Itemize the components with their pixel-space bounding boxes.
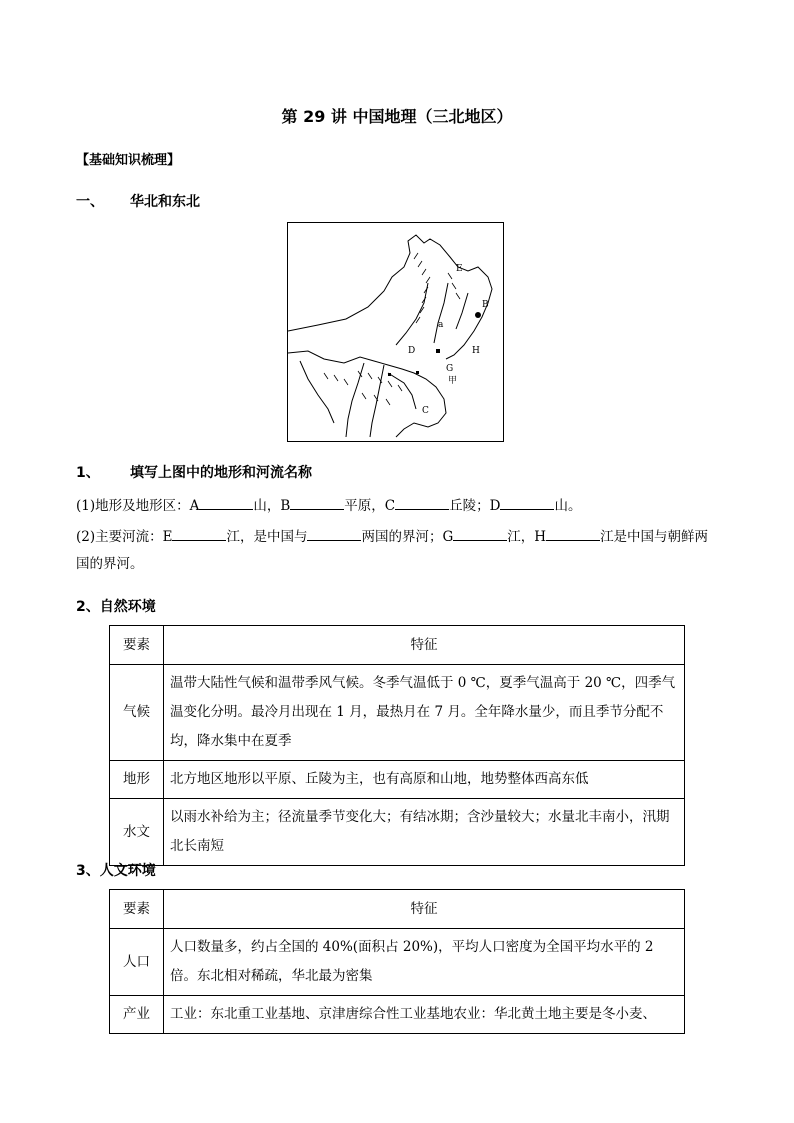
map-label-d: D — [408, 346, 416, 356]
table-header-row — [110, 626, 685, 665]
blank-e-countries[interactable] — [307, 526, 361, 541]
q1-line1-s4: 山。 — [554, 498, 582, 514]
q1-line1-s3: 丘陵；D — [449, 498, 501, 514]
q1-heading — [76, 462, 312, 482]
map-label-g: G — [446, 364, 454, 374]
row-value: 北方地区地形以平原、丘陵为主，也有高原和山地，地势整体西高东低 — [164, 761, 685, 799]
q1-title: 填写上图中的地形和河流名称 — [130, 465, 312, 481]
row-key: 水文 — [110, 799, 164, 866]
q1-number: 1、 — [76, 465, 100, 481]
table-header-row — [110, 890, 685, 929]
map-label-jia: 甲 — [448, 376, 458, 386]
row-value: 温带大陆性气候和温带季风气候。冬季气温低于 0 ℃，夏季气温高于 20 ℃，四季气温变化分明。最冷月出现在 1 月，最热月在 7 月。全年降水量少，而且季节分配不均，降水集中在夏季 — [164, 665, 685, 761]
blank-d[interactable] — [500, 495, 554, 510]
row-key: 人口 — [110, 929, 164, 996]
header-key: 要素 — [110, 890, 164, 929]
map-label-c: C — [422, 406, 429, 416]
table-row — [110, 761, 685, 799]
part1-heading — [76, 191, 200, 211]
blank-e[interactable] — [172, 526, 226, 541]
q1-line1-prefix: (1)地形及地形区：A — [76, 498, 200, 514]
q1-line2-s4: 江是中国与朝鲜两 — [600, 529, 709, 545]
section-label: 【基础知识梳理】 — [76, 153, 181, 168]
header-value: 特征 — [164, 626, 685, 665]
q1-line1-s1: 山，B — [253, 498, 291, 514]
human-environment-table — [109, 889, 685, 1034]
q1-line1 — [76, 493, 726, 520]
blank-c[interactable] — [395, 495, 449, 510]
row-key: 地形 — [110, 761, 164, 799]
q1-line2-s5: 国的界河。 — [76, 556, 144, 572]
q1-line2-s2: 两国的界河；G — [361, 529, 454, 545]
q3-heading — [76, 860, 156, 880]
blank-h[interactable] — [546, 526, 600, 541]
q1-line2-prefix: (2)主要河流：E — [76, 529, 173, 545]
q3-number: 3、 — [76, 863, 100, 879]
part1-title: 华北和东北 — [130, 194, 200, 210]
map-label-b: B — [482, 300, 489, 310]
q2-heading — [76, 596, 156, 616]
blank-a[interactable] — [199, 495, 253, 510]
page-title: 第 29 讲 中国地理（三北地区） — [281, 107, 513, 126]
header-value: 特征 — [164, 890, 685, 929]
map-label-e: E — [456, 264, 463, 274]
table-row — [110, 665, 685, 761]
table-row — [110, 799, 685, 866]
north-china-map — [287, 222, 504, 442]
natural-environment-table — [109, 625, 685, 866]
header-key: 要素 — [110, 626, 164, 665]
q3-title: 人文环境 — [99, 863, 156, 879]
table-row — [110, 996, 685, 1034]
table-row — [110, 929, 685, 996]
q2-title: 自然环境 — [99, 599, 156, 615]
row-value: 工业：东北重工业基地、京津唐综合性工业基地农业：华北黄土地主要是冬小麦、 — [164, 996, 685, 1034]
blank-g[interactable] — [453, 526, 507, 541]
q2-number: 2、 — [76, 599, 100, 615]
q1-line2 — [76, 524, 726, 578]
map-label-a: a — [438, 320, 444, 330]
map-label-h: H — [472, 346, 480, 356]
q1-line2-s1: 江，是中国与 — [226, 529, 308, 545]
row-key: 产业 — [110, 996, 164, 1034]
q1-line1-s2: 平原，C — [344, 498, 396, 514]
blank-b[interactable] — [290, 495, 344, 510]
row-key: 气候 — [110, 665, 164, 761]
row-value: 人口数量多，约占全国的 40%(面积占 20%)，平均人口密度为全国平均水平的 2 倍。东北相对稀疏，华北最为密集 — [164, 929, 685, 996]
q1-line2-s3: 江，H — [507, 529, 547, 545]
row-value: 以雨水补给为主；径流量季节变化大；有结冰期；含沙量较大；水量北丰南小，汛期北长南短 — [164, 799, 685, 866]
part1-number: 一、 — [76, 194, 104, 210]
